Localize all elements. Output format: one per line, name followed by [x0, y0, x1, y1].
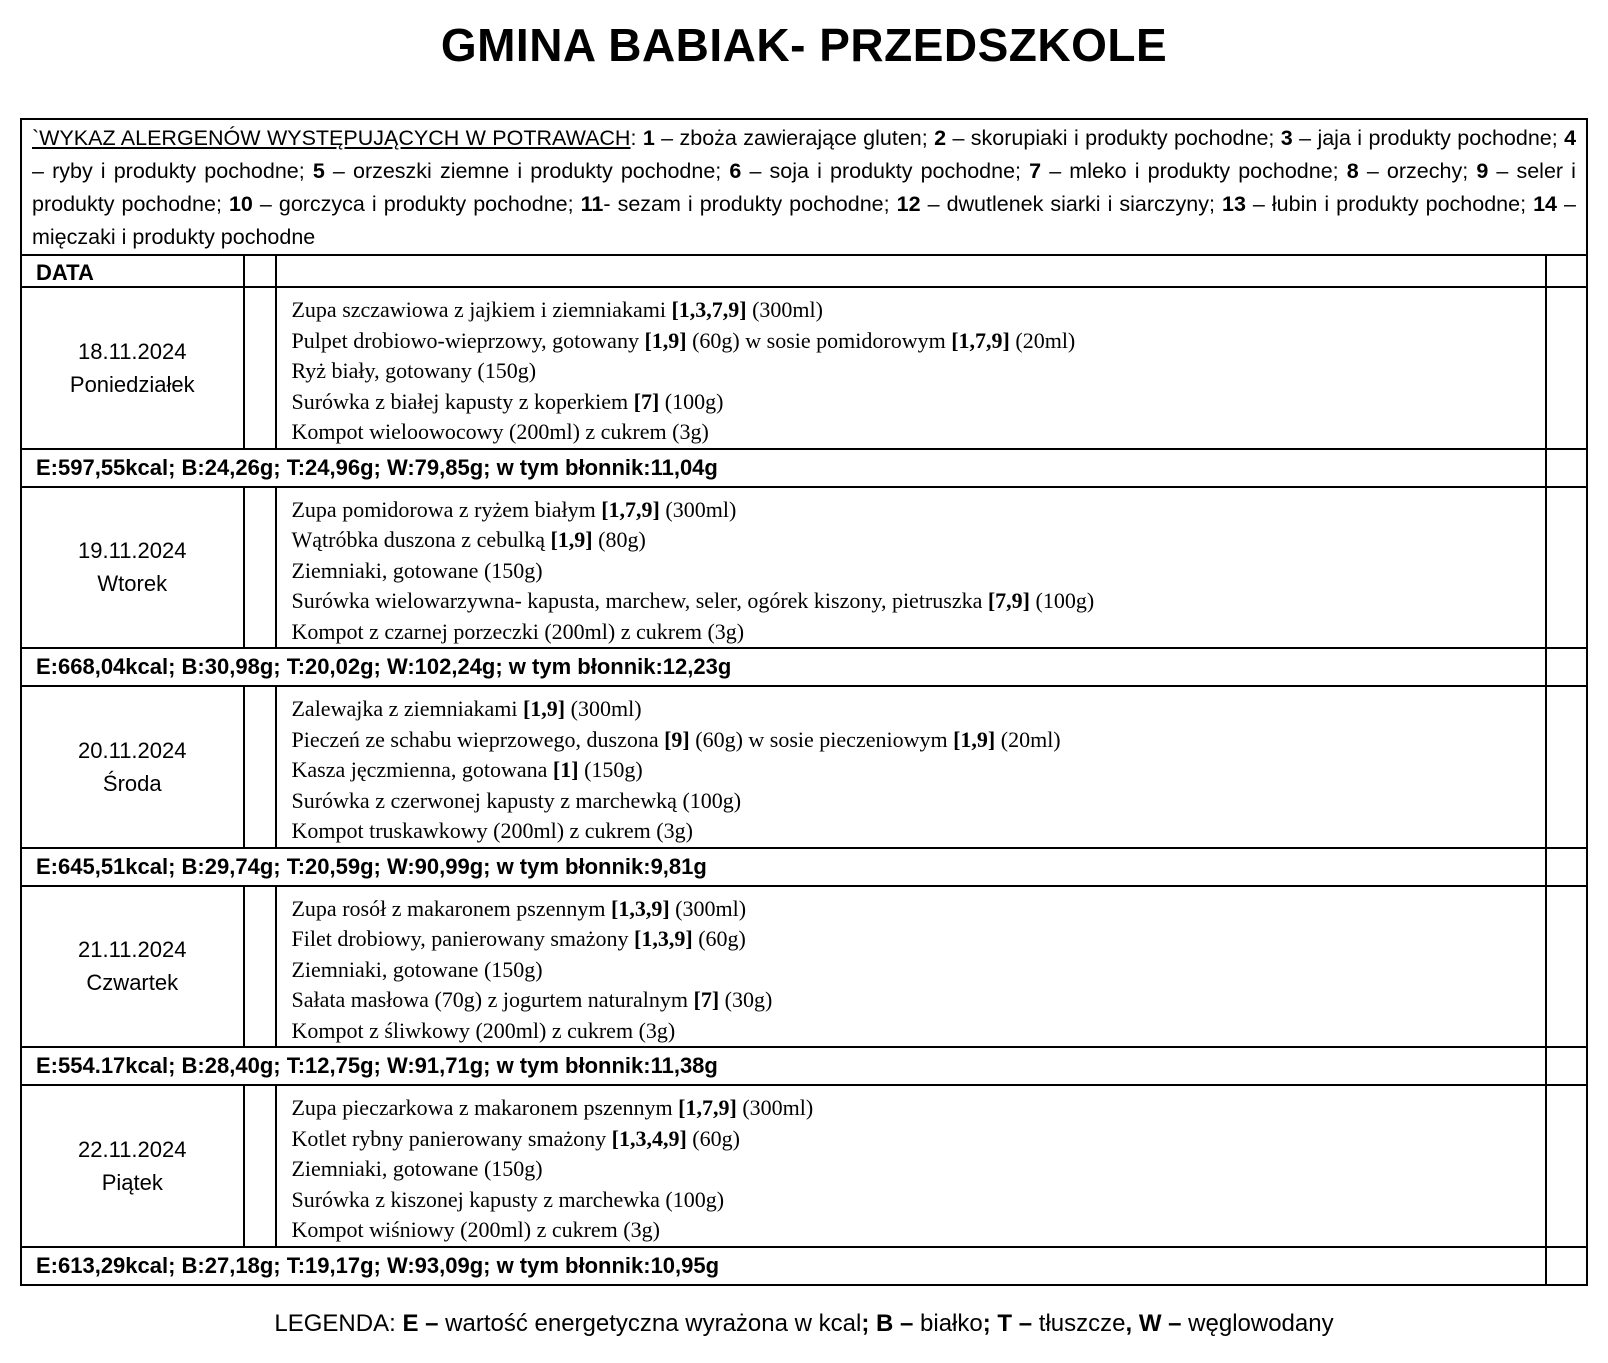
allergen-text: soja i produkty pochodne — [769, 159, 1016, 183]
dish-name: Ziemniaki, gotowane — [291, 956, 479, 982]
allergen-text: orzechy — [1386, 159, 1463, 183]
dish-extra: w sosie pieczeniowym — [748, 726, 948, 752]
dish-name: Zupa rosół z makaronem pszennym — [291, 895, 606, 921]
legend-prefix: LEGENDA: — [274, 1310, 403, 1337]
header-row — [21, 255, 1587, 287]
empty-cell — [244, 886, 277, 1048]
dish-portion: (100g) — [665, 1186, 725, 1212]
dish-allergens: [1,9] — [644, 327, 687, 353]
dish-portion: (200ml) — [475, 1017, 547, 1043]
dish-portion: (150g) — [477, 358, 537, 383]
nutrition-row — [21, 449, 1587, 487]
nutrition-summary: E:645,51kcal; B:29,74g; T:20,59g; W:90,99g; w tym błonnik:9,81g — [21, 848, 1546, 886]
weekday: Piątek — [101, 1169, 163, 1195]
dish-name: Wątróbka duszona z cebulką — [291, 527, 545, 552]
dish-portion: (300ml) — [675, 895, 747, 921]
date: 21.11.2024 — [78, 937, 187, 963]
weekday: Środa — [102, 770, 162, 796]
allergen-number: 5 — [312, 159, 325, 183]
weekday: Czwartek — [86, 970, 179, 996]
allergen-heading: `WYKAZ ALERGENÓW WYSTĘPUJĄCYCH W POTRAWACH — [32, 126, 631, 150]
dish-name: Kompot z śliwkowy — [291, 1017, 476, 1043]
date: 20.11.2024 — [78, 737, 187, 763]
date: 22.11.2024 — [78, 1136, 187, 1162]
dish-item — [291, 894, 1544, 925]
dish-portion: (100g) — [682, 787, 742, 813]
dish-extra-portion: (3g) — [656, 818, 693, 843]
empty-cell — [1546, 648, 1587, 686]
allergen-text: zboża zawierające gluten — [679, 126, 922, 150]
dish-name: Kompot wiśniowy — [291, 1217, 455, 1242]
dish-item — [291, 1016, 1544, 1047]
date-cell — [21, 287, 244, 449]
legend-separator: ; — [861, 1310, 876, 1337]
allergen-list: `WYKAZ ALERGENÓW WYSTĘPUJĄCYCH W POTRAWACH: 1 – zboża zawierające gluten; 2 – skorupiaki i produkty pochodne; 3 – jaja i produkty pochodne; 4 – ryby i produkty pochodne; 5 – orzeszki ziemne i produkty pochodne; 6 – soja i produkty pochodne; 7 – mleko i produkty pochodne; 8 – orzechy; 9 – seler i produkty pochodne; 10 – gorczyca i produkty pochodne; 11- sezam i produkty pochodne; 12 – dwutlenek siarki i siarczyny; 13 – łubin i produkty pochodne; 14 – mięczaki i produkty pochodne — [21, 119, 1587, 255]
dish-allergens: [7,9] — [987, 588, 1031, 613]
day-row — [21, 287, 1587, 449]
dish-extra: w sosie pomidorowym — [745, 327, 946, 353]
dish-extra-portion: (3g) — [672, 419, 709, 444]
day-row — [21, 487, 1587, 649]
dish-name: Ziemniaki, gotowane — [291, 1156, 479, 1181]
dish-item — [291, 924, 1544, 955]
dish-list — [276, 287, 1545, 449]
dish-extra: z cukrem — [569, 818, 651, 843]
dish-allergens: [1,3,9] — [611, 895, 670, 921]
legend-key: B — [876, 1310, 894, 1337]
nutrition-row — [21, 648, 1587, 686]
dish-allergens: [1,9] — [550, 527, 593, 552]
legend-separator: , — [1125, 1310, 1139, 1337]
dish-name: Kasza jęczmienna, gotowana — [291, 757, 548, 782]
dish-extra-portion: (20ml) — [1000, 726, 1061, 752]
legend-key: E — [402, 1310, 419, 1337]
dish-allergens: [1,3,7,9] — [671, 297, 747, 322]
weekday: Wtorek — [97, 571, 168, 597]
dish-portion: (60g) — [692, 1125, 740, 1151]
legend — [0, 1310, 1608, 1338]
allergen-text: dwutlenek siarki i siarczyny — [946, 192, 1209, 216]
dish-name: Surówka z białej kapusty z koperkiem — [291, 388, 629, 414]
allergen-text: mięczaki i produkty pochodne — [32, 225, 316, 249]
dish-list — [276, 487, 1545, 649]
dish-allergens: [1] — [552, 757, 579, 782]
allergen-items: 1 – zboża zawierające gluten; 2 – skorupiaki i produkty pochodne; 3 – jaja i produkty pochodne; 4 – ryby i produkty pochodne; 5 – orzeszki ziemne i produkty pochodne; 6 – soja i produkty pochodne; 7 – mleko i produkty pochodne; 8 – orzechy; 9 – seler i produkty pochodne; 10 – gorczyca i produkty pochodne; 11- sezam i produkty pochodne; 12 – dwutlenek siarki i siarczyny; 13 – łubin i produkty pochodne; 14 – mięczaki i produkty pochodne — [32, 126, 1577, 249]
nutrition-row — [21, 1247, 1587, 1285]
empty-cell — [1546, 287, 1587, 449]
dish-portion: (150g) — [483, 557, 543, 583]
dish-list — [276, 886, 1545, 1048]
legend-key: T — [997, 1310, 1013, 1337]
dish-portion: (70g) — [434, 987, 483, 1012]
allergen-text: jaja i produkty pochodne — [1317, 126, 1552, 150]
dish-item — [291, 1124, 1544, 1155]
dish-portion: (150g) — [483, 956, 543, 982]
date-cell — [21, 886, 244, 1048]
dish-extra: z cukrem — [551, 1017, 634, 1043]
allergen-number: 14 — [1533, 192, 1558, 216]
dish-allergens: [1,3,9] — [634, 926, 693, 951]
date: 18.11.2024 — [78, 338, 187, 364]
allergen-number: 2 — [934, 126, 947, 150]
date: 19.11.2024 — [78, 538, 187, 564]
dish-item — [291, 816, 1544, 847]
dish-name: Zupa szczawiowa z jajkiem i ziemniakami — [291, 297, 666, 322]
menu-table-body — [21, 119, 1587, 1285]
date-cell — [21, 686, 244, 848]
legend-dash: – — [1012, 1310, 1039, 1337]
dish-item — [291, 755, 1544, 786]
dish-portion: (200ml) — [509, 419, 580, 444]
allergen-number: 6 — [729, 159, 742, 183]
dish-name: Pieczeń ze schabu wieprzowego, duszona — [291, 726, 659, 752]
legend-text: tłuszcze — [1038, 1310, 1126, 1337]
header-empty-cell — [244, 255, 277, 287]
allergen-number: 3 — [1280, 126, 1293, 150]
dish-name: Zalewajka z ziemniakami — [291, 696, 518, 721]
dish-item — [291, 525, 1544, 556]
dish-item — [291, 1215, 1544, 1246]
dish-portion: (100g) — [1035, 588, 1095, 613]
dish-portion: (200ml) — [544, 618, 616, 644]
nutrition-row — [21, 1047, 1587, 1085]
empty-cell — [244, 686, 277, 848]
dish-extra: z cukrem — [585, 419, 667, 444]
dish-allergens: [7] — [633, 388, 660, 414]
dish-item — [291, 295, 1544, 326]
dish-portion: (60g) — [692, 327, 740, 353]
empty-cell — [1546, 487, 1587, 649]
dish-name: Kompot truskawkowy — [291, 818, 488, 843]
dish-item — [291, 495, 1544, 526]
dish-extra-allergens: [1,7,9] — [951, 327, 1010, 353]
nutrition-summary: E:668,04kcal; B:30,98g; T:20,02g; W:102,24g; w tym błonnik:12,23g — [21, 648, 1546, 686]
empty-cell — [1546, 848, 1587, 886]
day-row — [21, 1085, 1587, 1247]
dish-name: Surówka z czerwonej kapusty z marchewką — [291, 787, 677, 813]
dish-name: Surówka wielowarzywna- kapusta, marchew, seler, ogórek kiszony, pietruszka — [291, 588, 983, 613]
dish-portion: (300ml) — [570, 696, 642, 721]
dish-name: Filet drobiowy, panierowany smażony — [291, 926, 629, 951]
dish-list — [276, 686, 1545, 848]
empty-cell — [1546, 1047, 1587, 1085]
dish-extra-portion: (3g) — [707, 618, 745, 644]
dish-name: Ziemniaki, gotowane — [291, 557, 479, 583]
dish-item — [291, 1154, 1544, 1185]
day-row — [21, 686, 1587, 848]
nutrition-summary: E:613,29kcal; B:27,18g; T:19,17g; W:93,09g; w tym błonnik:10,95g — [21, 1247, 1546, 1285]
dish-list — [276, 1085, 1545, 1247]
dish-portion: (100g) — [664, 388, 724, 414]
legend-text: białko — [920, 1310, 983, 1337]
allergen-text: sezam i produkty pochodne — [617, 192, 884, 216]
dish-item — [291, 356, 1544, 387]
dish-allergens: [1,7,9] — [601, 496, 660, 522]
empty-cell — [244, 287, 277, 449]
legend-key: W — [1138, 1310, 1162, 1337]
allergen-row — [21, 119, 1587, 255]
allergen-number: 11 — [580, 192, 604, 216]
allergen-text: skorupiaki i produkty pochodne — [970, 126, 1269, 150]
nutrition-summary: E:554.17kcal; B:28,40g; T:12,75g; W:91,71g; w tym błonnik:11,38g — [21, 1047, 1546, 1085]
dish-item — [291, 586, 1544, 617]
legend-separator: ; — [982, 1310, 998, 1337]
weekday: Poniedziałek — [69, 371, 195, 397]
page-title: GMINA BABIAK- PRZEDSZKOLE — [440, 19, 1168, 71]
dish-extra-portion: (20ml) — [1015, 327, 1076, 353]
dish-portion: (80g) — [598, 527, 646, 552]
dish-item — [291, 1093, 1544, 1124]
allergen-number: 7 — [1029, 159, 1042, 183]
header-empty-cell — [1546, 255, 1587, 287]
dish-name: Pulpet drobiowo-wieprzowy, gotowany — [291, 327, 639, 353]
allergen-text: gorczyca i produkty pochodne — [278, 192, 568, 216]
empty-cell — [1546, 1247, 1587, 1285]
dish-extra-portion: (3g) — [623, 1217, 660, 1242]
legend-dash: – — [418, 1310, 446, 1337]
dish-item — [291, 617, 1544, 648]
dish-item — [291, 786, 1544, 817]
nutrition-row — [21, 848, 1587, 886]
empty-cell — [1546, 686, 1587, 848]
dish-portion: (60g) — [698, 926, 746, 951]
dish-portion: (150g) — [483, 1156, 543, 1181]
allergen-number: 9 — [1476, 159, 1489, 183]
allergen-number: 10 — [228, 192, 253, 216]
legend-text: wartość energetyczna wyrażona w kcal — [445, 1310, 862, 1337]
dish-item — [291, 955, 1544, 986]
dish-portion: (200ml) — [460, 1217, 532, 1242]
date-cell — [21, 1085, 244, 1247]
empty-cell — [1546, 1085, 1587, 1247]
dish-portion: (300ml) — [752, 297, 823, 322]
allergen-number: 13 — [1221, 192, 1246, 216]
dish-item — [291, 387, 1544, 418]
dish-extra-allergens: [1,9] — [953, 726, 996, 752]
day-row — [21, 886, 1587, 1048]
menu-table — [20, 118, 1588, 1286]
dish-extra-allergens: [7] — [693, 987, 720, 1012]
dish-portion: (300ml) — [665, 496, 737, 522]
date-cell — [21, 487, 244, 649]
allergen-number: 12 — [896, 192, 921, 216]
dish-name: Surówka z kiszonej kapusty z marchewka — [291, 1186, 660, 1212]
dish-item — [291, 694, 1544, 725]
dish-item — [291, 1185, 1544, 1216]
empty-cell — [1546, 886, 1587, 1048]
dish-item — [291, 985, 1544, 1016]
dish-item — [291, 725, 1544, 756]
dish-allergens: [9] — [664, 726, 690, 752]
legend-text: węglowodany — [1188, 1310, 1334, 1337]
dish-portion: (150g) — [584, 757, 643, 782]
dish-extra: z jogurtem naturalnym — [487, 987, 688, 1012]
dish-extra: z cukrem — [620, 618, 702, 644]
allergen-number: 8 — [1346, 159, 1359, 183]
empty-cell — [244, 487, 277, 649]
legend-dash: – — [893, 1310, 921, 1337]
dish-allergens: [1,3,4,9] — [611, 1125, 687, 1151]
header-empty-cell — [276, 255, 1545, 287]
legend-dash: – — [1161, 1310, 1189, 1337]
nutrition-summary: E:597,55kcal; B:24,26g; T:24,96g; W:79,85g; w tym błonnik:11,04g — [21, 449, 1546, 487]
dish-portion: (200ml) — [493, 818, 565, 843]
dish-portion: (60g) — [695, 726, 743, 752]
dish-name: Kotlet rybny panierowany smażony — [291, 1125, 607, 1151]
empty-cell — [244, 1085, 277, 1247]
allergen-text: łubin i produkty pochodne — [1271, 192, 1521, 216]
allergen-text: seler i produkty pochodne — [32, 159, 1576, 216]
date-column-header: DATA — [21, 255, 244, 287]
allergen-number: 4 — [1564, 126, 1577, 150]
dish-allergens: [1,7,9] — [678, 1095, 737, 1120]
dish-name: Ryż biały, gotowany — [291, 358, 472, 383]
allergen-text: orzeszki ziemne i produkty pochodne — [352, 159, 716, 183]
dish-item — [291, 556, 1544, 587]
dish-item — [291, 417, 1544, 448]
allergen-text: ryby i produkty pochodne — [52, 159, 299, 183]
dish-name: Zupa pomidorowa z ryżem białym — [291, 496, 596, 522]
dish-allergens: [1,9] — [522, 696, 566, 721]
dish-name: Kompot z czarnej porzeczki — [291, 618, 539, 644]
dish-extra-portion: (30g) — [724, 987, 773, 1012]
dish-extra-portion: (3g) — [638, 1017, 676, 1043]
dish-portion: (300ml) — [742, 1095, 814, 1120]
allergen-text: mleko i produkty pochodne — [1069, 159, 1333, 183]
empty-cell — [1546, 449, 1587, 487]
dish-extra: z cukrem — [536, 1217, 618, 1242]
dish-name: Kompot wieloowocowy — [291, 419, 504, 444]
allergen-number: 1 — [642, 126, 655, 150]
dish-name: Zupa pieczarkowa z makaronem pszennym — [291, 1095, 673, 1120]
dish-item — [291, 326, 1544, 357]
dish-name: Sałata masłowa — [291, 987, 429, 1012]
